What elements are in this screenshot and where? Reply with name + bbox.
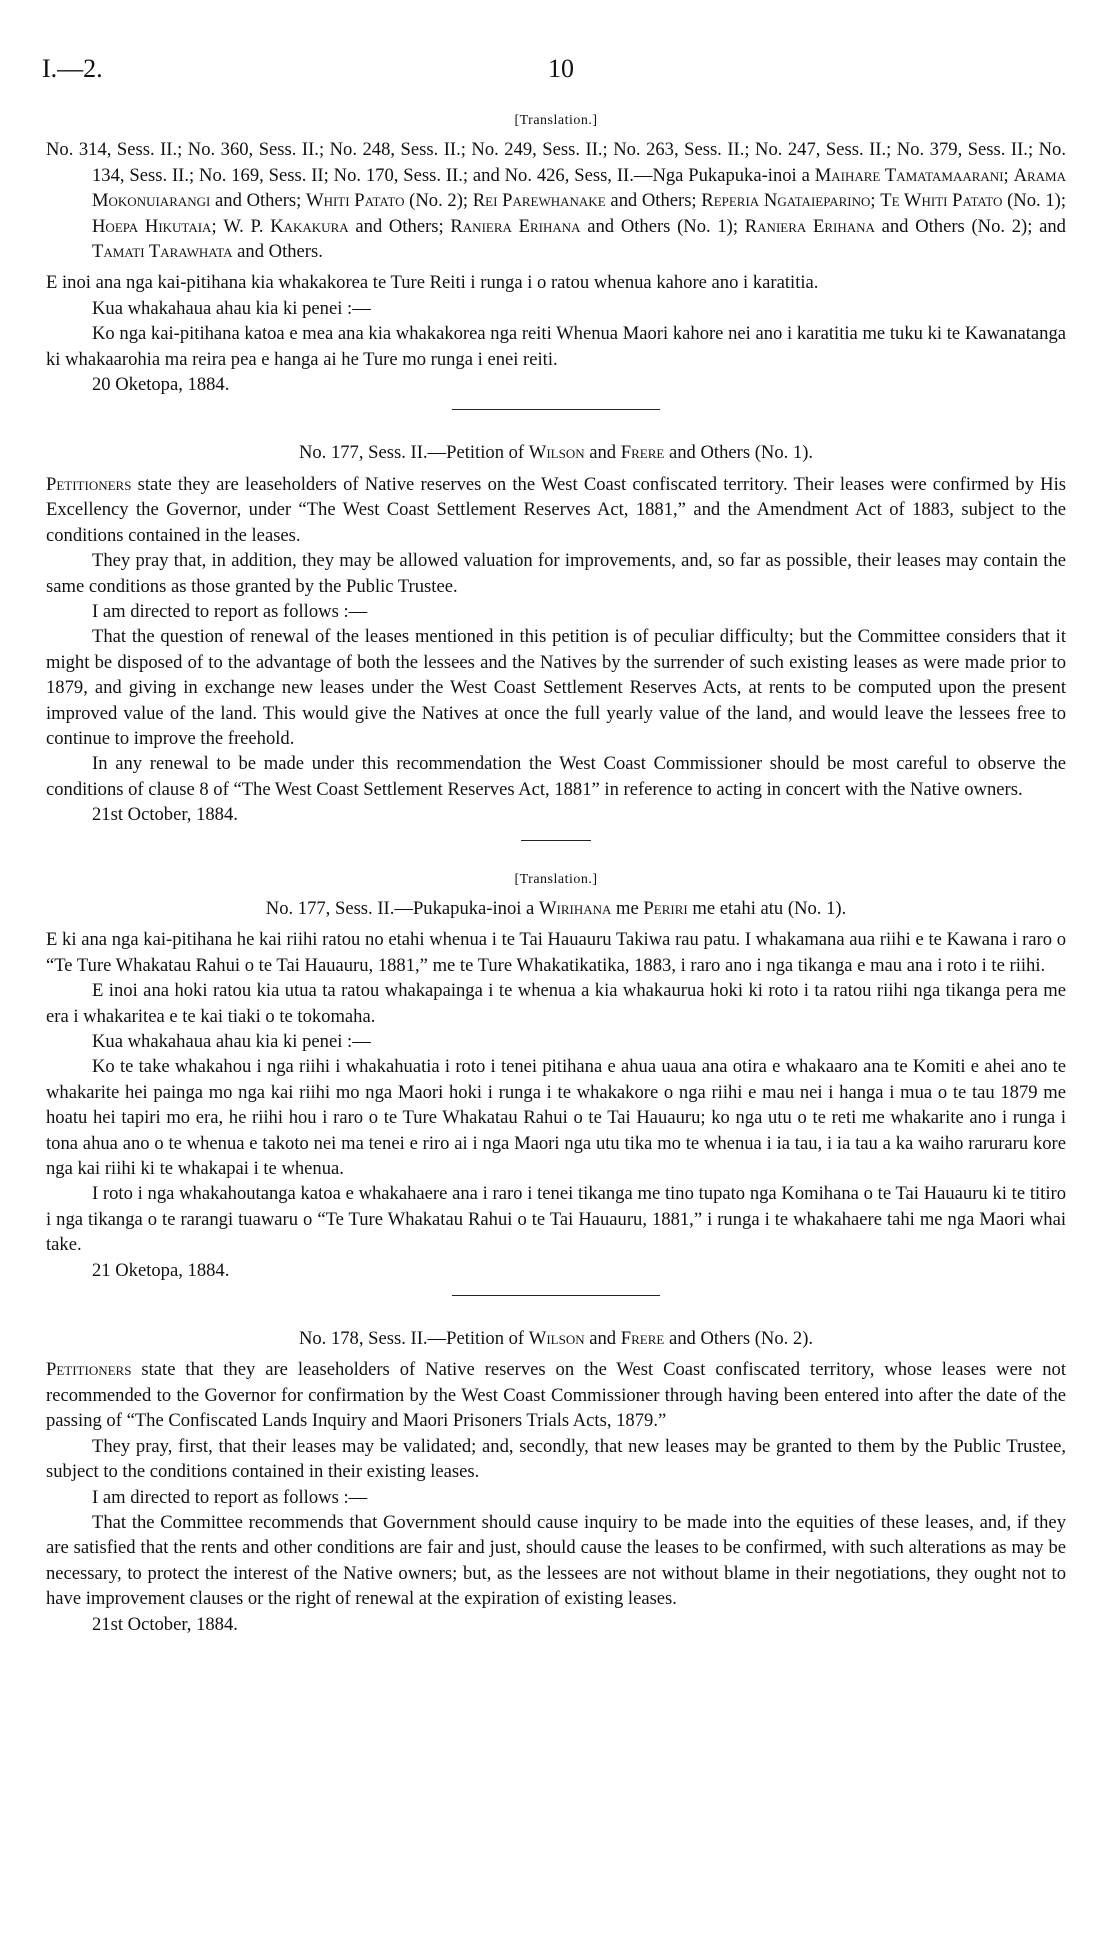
section-heading: No. 177, Sess. II.—Petition of Wilson and Frere and Others (No. 1).	[298, 442, 814, 464]
section-divider	[521, 840, 591, 841]
section-petitions-rates-translation	[46, 108, 1066, 397]
section-petition-177-translation	[46, 867, 1066, 1284]
page-content	[46, 108, 1066, 1649]
paragraph: Kua whakahaua ahau kia ki penei :—	[92, 1031, 371, 1052]
document-code: I.—2.	[42, 54, 103, 83]
section-date: 21st October, 1884.	[92, 1613, 238, 1635]
section-divider	[452, 1295, 660, 1296]
section-heading: No. 177, Sess. II.—Pukapuka-inoi a Wirihana me Periri me etahi atu (No. 1).	[265, 897, 847, 919]
section-date: 20 Oketopa, 1884.	[92, 374, 230, 396]
section-petition-178	[46, 1326, 1066, 1637]
paragraph: I am directed to report as follows :—	[92, 600, 368, 622]
paragraph: Petitioners state they are leaseholders of Native reserves on the West Coast confiscated territory. Their leases were confirmed by His Excellency the Governor, under “The West Coast Settlement Reserves Act, 1881,” and the Amendment Act of 1883, subject to the conditions contained in the leases.	[46, 473, 1066, 546]
section-date: 21 Oketopa, 1884.	[92, 1259, 230, 1281]
paragraph: They pray that, in addition, they may be allowed valuation for improvements, and, so far as possible, their leases may contain the same conditions as those granted by the Public Trustee.	[46, 550, 1066, 597]
paragraph: E ki ana nga kai-pitihana he kai riihi ratou no etahi whenua i te Tai Hauauru Takiwa rau patu. I whakamana aua riihi e te Kawana i raro o “Te Ture Whakatau Rahui o te Tai Hauauru, 1881,” me te Ture Whakatikatika, 1883, i raro ano i nga tikanga e mau ana i roto i te riihi.	[46, 929, 1066, 976]
paragraph: Ko nga kai-pitihana katoa e mea ana kia whakakorea nga reiti Whenua Maori kahore nei ano i karatitia me tuku ki te Kawanatanga ki whakaarohia ma reira pea e hanga ai he Ture mo runga i enei reiti.	[46, 323, 1066, 370]
paragraph: That the Committee recommends that Government should cause inquiry to be made into the equities of these leases, and, if they are satisfied that the rents and other conditions are fair and just, should cause the leases to be confirmed, with such alterations as may be necessary, to protect the interest of the Native owners; but, as the lessees are not without blame in their negotiations, they ought not to have improvement clauses or the right of renewal at the expiration of existing leases.	[46, 1511, 1066, 1610]
translation-label: [Translation.]	[514, 113, 598, 128]
paragraph: I roto i nga whakahoutanga katoa e whakahaere ana i raro i tenei tikanga me tino tupato nga Komihana o te Tai Hauauru ki te titiro i nga tikanga o te rarangi tuawaru o “Te Ture Whakatau Rahui o te Tai Hauauru, 1881,” i runga i te whakahaere tahi me nga Maori whai take.	[46, 1183, 1066, 1256]
paragraph: E inoi ana hoki ratou kia utua ta ratou whakapainga i te whenua a kia whakaurua hoki ki roto i ta ratou riihi nga tikanga pera me era i whakaritea e te kai tiaki o te tokomaha.	[46, 980, 1066, 1027]
section-petition-177	[46, 440, 1066, 827]
paragraph: They pray, first, that their leases may be validated; and, secondly, that new leases may be granted to them by the Public Trustee, subject to the conditions contained in their existing leases.	[46, 1435, 1066, 1483]
paragraph: Petitioners state that they are leaseholders of Native reserves on the West Coast confiscated territory, whose leases were not recommended to the Governor for confirmation by the West Coast Commissioner through having been entered into after the date of the passing of “The Confiscated Lands Inquiry and Maori Prisoners Trials Acts, 1879.”	[46, 1359, 1066, 1432]
paragraph: Kua whakahaua ahau kia ki penei :—	[92, 297, 371, 319]
page-number: 10	[548, 54, 574, 83]
paragraph: That the question of renewal of the leases mentioned in this petition is of peculiar difficulty; but the Committee considers that it might be disposed of to the advantage of both the lessees and the Natives by the surrender of such existing leases as were made prior to 1879, and giving in exchange new leases under the West Coast Settlement Reserves Acts, at rents to be computed upon the present improved value of the land. This would give the Natives at once the full yearly value of the land, and would leave the lessees free to continue to improve the freehold.	[46, 626, 1066, 749]
paragraph: Ko te take whakahou i nga riihi i whakahuatia i roto i tenei pitihana e ahua uaua ana otira e whakaaro ana te Komiti e ahei ano te whakarite hei painga mo nga kai riihi mo nga Maori hoki i runga i te whakakore o nga riihi e mau nei i hanga i mua o te tau 1879 me hoatu hei tapiri mo era, he riihi hou i raro o te Ture Whakatau Rahui o te Tai Hauauru; ko nga utu o te reti me whakarite ano i runga i tona ahua ano o te whenua e takoto nei ma tenei e riro ai i nga Maori nga utu tika mo te whenua i ia tau, i ia tau a ka waiho raruraru kore nga kai riihi ki te whakapai i te whenua.	[46, 1056, 1066, 1180]
section-heading: No. 178, Sess. II.—Petition of Wilson and Frere and Others (No. 2).	[298, 1328, 814, 1350]
paragraph: In any renewal to be made under this recommendation the West Coast Commissioner should be most careful to observe the conditions of clause 8 of “The West Coast Settlement Reserves Act, 1881” in reference to acting in concert with the Native owners.	[46, 753, 1066, 800]
section-heading: No. 314, Sess. II.; No. 360, Sess. II.; No. 248, Sess. II.; No. 249, Sess. II.; No. 263, Sess. II.; No. 247, Sess. II.; No. 379, Sess. II.; No. 134, Sess. II.; No. 169, Sess. II; No. 170, Sess. II.; and No. 426, Sess, II.—Nga Pukapuka-inoi a Maihare Tamatamaarani; Arama Mokonuiarangi and Others; Whiti Patato (No. 2); Rei Parewhanake and Others; Reperia Ngataieparino; Te Whiti Patato (No. 1); Hoepa Hikutaia; W. P. Kakakura and Others; Raniera Erihana and Others (No. 1); Raniera Erihana and Others (No. 2); and Tamati Tarawhata and Others.	[46, 139, 1066, 263]
paragraph: E inoi ana nga kai-pitihana kia whakakorea te Ture Reiti i runga i o ratou whenua kahore ano i karatitia.	[46, 272, 819, 294]
section-divider	[452, 409, 660, 410]
section-date: 21st October, 1884.	[92, 804, 238, 826]
page-header	[0, 54, 1114, 84]
paragraph: I am directed to report as follows :—	[92, 1486, 368, 1508]
translation-label: [Translation.]	[514, 871, 598, 887]
